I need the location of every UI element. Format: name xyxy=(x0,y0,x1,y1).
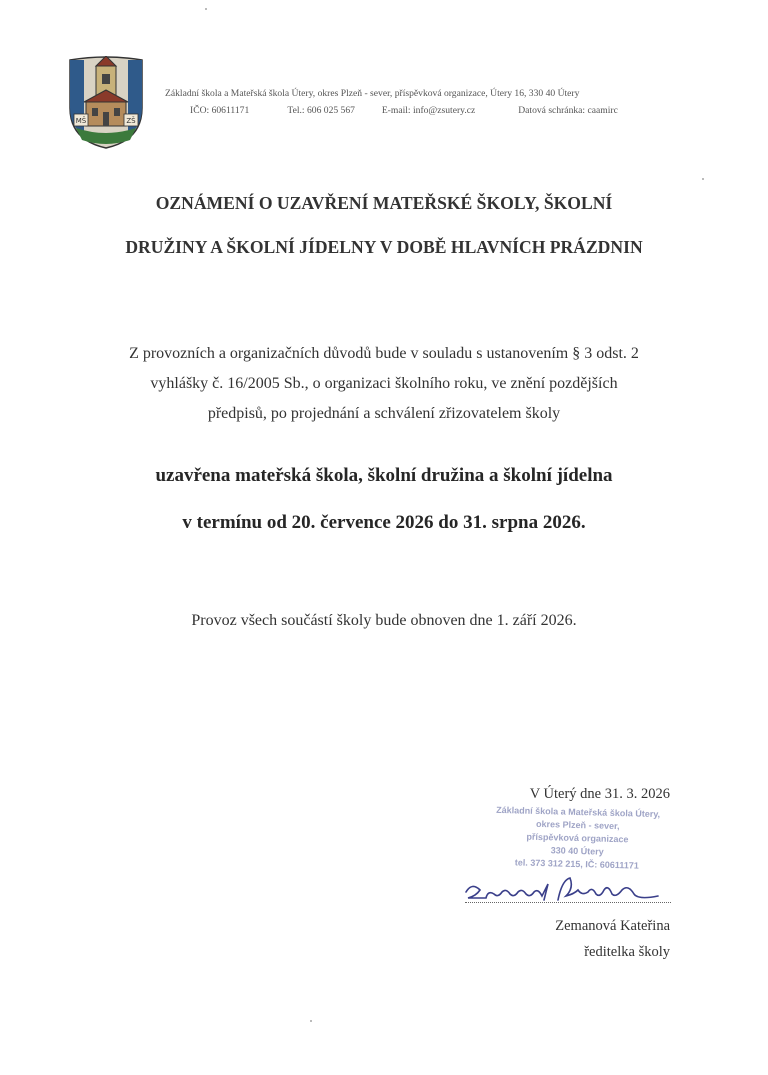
resume-statement: Provoz všech součástí školy bude obnoven dne 1. září 2026. xyxy=(191,612,577,629)
letterhead-tel: Tel.: 606 025 567 xyxy=(287,105,355,116)
document-title-line-1: OZNÁMENÍ O UZAVŘENÍ MATEŘSKÉ ŠKOLY, ŠKOLNÍ xyxy=(155,193,613,213)
letterhead xyxy=(165,85,685,119)
body-line-2: vyhlášky č. 16/2005 Sb., o organizaci školního roku, ve znění pozdějších xyxy=(150,375,618,392)
place-date: V Úterý dne 31. 3. 2026 xyxy=(529,786,670,802)
document-title-line-2: DRUŽINY A ŠKOLNÍ JÍDELNY V DOBĚ HLAVNÍCH PRÁZDNIN xyxy=(125,237,643,257)
scan-speck xyxy=(702,178,704,180)
letterhead-ico: IČO: 60611171 xyxy=(190,105,250,116)
letterhead-email: E-mail: info@zsutery.cz xyxy=(381,105,476,116)
body-line-1: Z provozních a organizačních důvodů bude v souladu s ustanovením § 3 odst. 2 xyxy=(129,345,639,362)
handwritten-signature xyxy=(458,870,668,910)
closure-dates: v termínu od 20. července 2026 do 31. srpna 2026. xyxy=(182,512,586,533)
letterhead-contacts xyxy=(165,102,685,119)
svg-text:MŠ: MŠ xyxy=(75,117,87,125)
letterhead-datova: Datová schránka: caamirc xyxy=(518,105,618,116)
stamp-line-1: Základní škola a Mateřská škola Útery, xyxy=(496,804,661,820)
stamp-line-2: okres Plzeň - sever, xyxy=(535,818,620,832)
signer-name: Zemanová Kateřina xyxy=(555,918,670,934)
signature-line xyxy=(465,902,671,903)
body-paragraph xyxy=(60,339,708,429)
stamp-line-4: 330 40 Útery xyxy=(550,845,604,857)
official-stamp xyxy=(479,803,676,873)
school-logo xyxy=(66,56,146,150)
body-line-3: předpisů, po projednání a schválení zřizovatelem školy xyxy=(207,405,561,422)
scan-speck xyxy=(205,8,207,10)
scan-speck xyxy=(310,1020,312,1022)
svg-text:ZŠ: ZŠ xyxy=(126,117,136,125)
stamp-line-5: tel. 373 312 215, IČ: 60611171 xyxy=(514,857,639,871)
closure-statement: uzavřena mateřská škola, školní družina a školní jídelna xyxy=(155,465,613,486)
stamp-line-3: příspěvková organizace xyxy=(526,831,629,845)
letterhead-address: Základní škola a Mateřská škola Útery, okres Plzeň - sever, příspěvková organizace, Útery 16, 330 40 Útery xyxy=(165,88,580,99)
signer-role: ředitelka školy xyxy=(584,944,670,960)
